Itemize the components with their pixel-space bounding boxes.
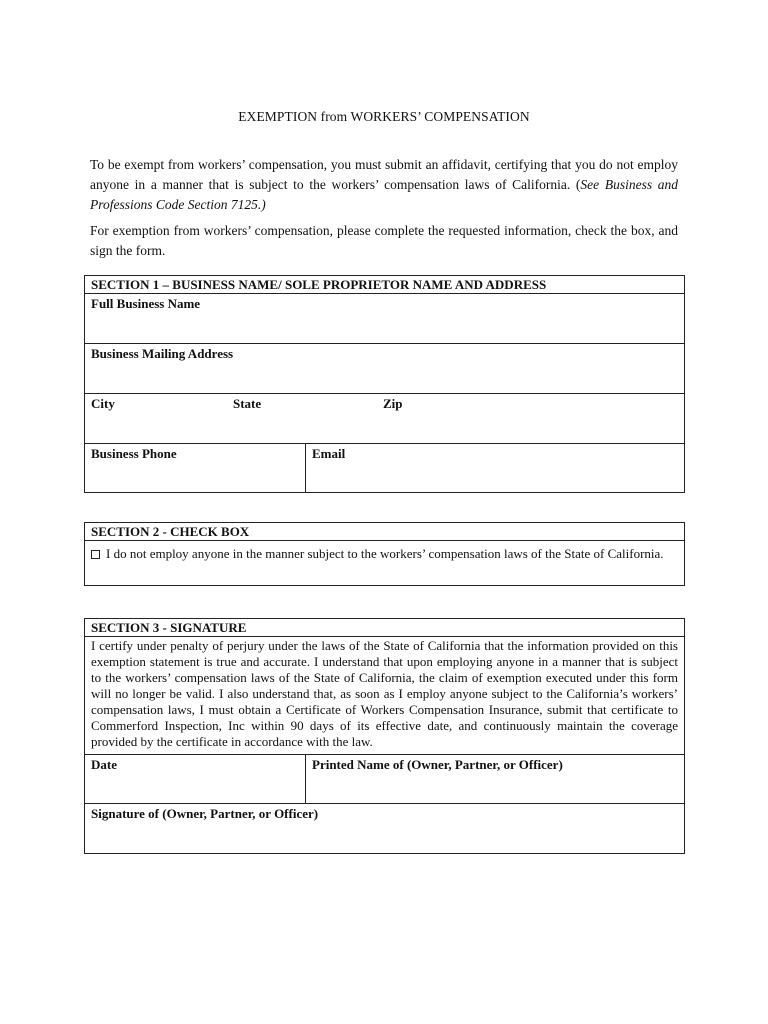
mailing-address-field[interactable] [85,344,684,394]
exemption-checkbox[interactable] [91,550,100,559]
exemption-checkbox-label: I do not employ anyone in the manner subject to the workers’ compensation laws of the State of California. [106,546,664,561]
section2-box [84,522,685,586]
section1-header: SECTION 1 – BUSINESS NAME/ SOLE PROPRIETOR NAME AND ADDRESS [85,276,684,294]
state-field-label[interactable]: State [233,396,262,411]
intro-reference: See Business and Professions Code Section 7125.) [90,177,679,212]
full-business-name-label: Full Business Name [91,296,201,311]
city-field-label[interactable]: City [91,396,115,411]
section2-header: SECTION 2 - CHECK BOX [85,523,684,541]
intro-text: To be exempt from workers’ compensation, you must submit an affidavit, certifying that you do not employ anyone in a manner that is subject to the workers’ compensation laws of California. ( [90,157,678,192]
email-label: Email [312,446,346,461]
business-phone-label: Business Phone [91,446,177,461]
section3-header: SECTION 3 - SIGNATURE [85,619,684,637]
city-state-zip-row [85,394,684,444]
email-field[interactable] [306,444,684,492]
date-field[interactable] [85,755,306,803]
exemption-checkbox-row [85,541,684,585]
section1-box [84,275,685,493]
signature-field[interactable] [85,804,684,853]
instructions-paragraph: For exemption from workers’ compensation, please complete the requested information, check the box, and sign the form. [90,223,678,258]
printed-name-label: Printed Name of (Owner, Partner, or Officer) [312,757,563,772]
business-phone-field[interactable] [85,444,306,492]
phone-email-row [85,444,684,492]
printed-name-field[interactable] [306,755,684,803]
date-label: Date [91,757,117,772]
zip-field-label[interactable]: Zip [383,396,403,411]
full-business-name-field[interactable] [85,294,684,344]
form-title: EXEMPTION from WORKERS’ COMPENSATION [238,109,530,124]
signature-label: Signature of (Owner, Partner, or Officer) [91,806,319,821]
date-name-row [85,755,684,804]
mailing-address-label: Business Mailing Address [91,346,234,361]
section3-box [84,618,685,854]
intro-paragraph [90,155,678,215]
certification-statement: I certify under penalty of perjury under the laws of the State of California that the information provided on this exemption statement is true and accurate. I understand that upon employing anyone in a manner that is subject to the workers’ compensation laws of the State of California, the claim of exemption executed under this form will no longer be valid. I also understand that, as soon as I employ anyone subject to the California’s workers’ compensation laws, I must obtain a Certificate of Workers Compensation Insurance, submit that certificate to Commerford Inspection, Inc within 90 days of its effective date, and continuously maintain the coverage provided by the certificate in accordance with the law. [85,637,684,755]
